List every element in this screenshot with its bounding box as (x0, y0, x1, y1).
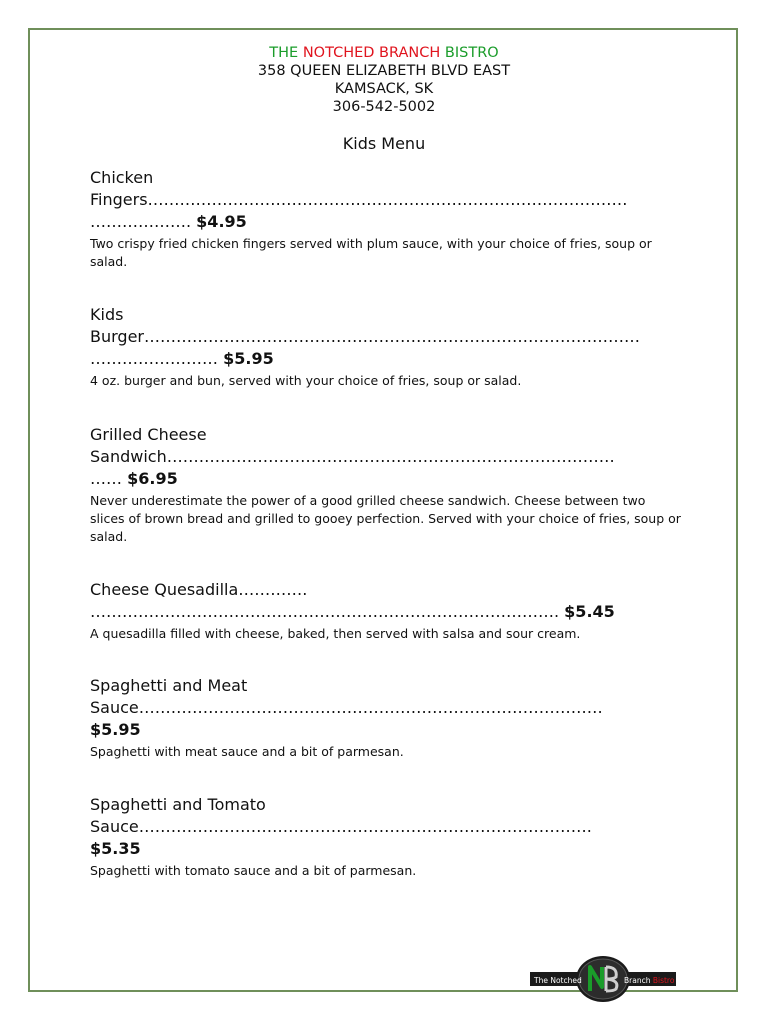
item-description: Spaghetti with meat sauce and a bit of parmesan. (90, 744, 404, 759)
bistro-logo (530, 955, 676, 1003)
item-name-line: Spaghetti and Tomato (90, 795, 266, 814)
item-price: $5.95 (223, 349, 274, 368)
brand-notched-branch: NOTCHED BRANCH (302, 45, 445, 61)
item-name-line: Fingers……………………………………………………………………………… (90, 190, 628, 209)
item-price: $5.35 (90, 839, 141, 858)
logo-text-right: Branch Bistro (624, 976, 675, 985)
menu-item (90, 167, 682, 271)
menu-item (90, 304, 682, 390)
item-name-line (90, 348, 682, 370)
menu-title: Kids Menu (342, 134, 426, 153)
address-line-2: KAMSACK, SK (334, 81, 434, 97)
header (0, 44, 768, 116)
phone-number: 306-542-5002 (332, 99, 436, 115)
item-price: $5.45 (564, 602, 615, 621)
menu-item (90, 794, 682, 880)
item-name-line: Sauce…………………………………………………………………………… (90, 698, 603, 717)
item-description: Spaghetti with tomato sauce and a bit of parmesan. (90, 863, 417, 878)
item-name-line: Grilled Cheese (90, 425, 207, 444)
item-description: 4 oz. burger and bun, served with your choice of fries, soup or salad. (90, 373, 522, 388)
brand-bistro: BISTRO (444, 45, 499, 61)
item-price: $5.95 (90, 720, 141, 739)
dot-leader: …………………… (90, 349, 224, 368)
item-name-line: Kids (90, 305, 124, 324)
item-name-line: Sauce…………………………………………………………………………. (90, 817, 592, 836)
item-name-line: Burger………………………………………………………………………………… (90, 327, 640, 346)
brand-the: THE (269, 45, 303, 61)
address-line-1: 358 QUEEN ELIZABETH BLVD EAST (257, 63, 511, 79)
item-description: Two crispy fried chicken fingers served with plum sauce, with your choice of fries, soup or salad. (90, 236, 652, 269)
item-name-line (90, 601, 682, 623)
item-description: A quesadilla filled with cheese, baked, then served with salsa and sour cream. (90, 626, 581, 641)
logo-text-left: The Notched (534, 976, 582, 985)
item-price: $4.95 (196, 212, 247, 231)
dot-leader: ……………………………………………………………………………. (90, 602, 565, 621)
menu-item (90, 579, 682, 643)
item-name-line: Chicken (90, 168, 154, 187)
item-name-line: Sandwich………………………………………………………………………… (90, 447, 615, 466)
dot-leader: ………………. (90, 212, 197, 231)
item-name-line (90, 468, 682, 490)
item-name-line (90, 211, 682, 233)
restaurant-name (0, 44, 768, 62)
menu-item (90, 424, 682, 546)
item-description: Never underestimate the power of a good grilled cheese sandwich. Cheese between two slices of brown bread and grilled to gooey perfection. Served with your choice of fries, soup or salad. (90, 493, 681, 544)
dot-leader: …… (90, 469, 128, 488)
item-name-line: Spaghetti and Meat (90, 676, 248, 695)
menu-item (90, 675, 682, 761)
item-price: $6.95 (127, 469, 178, 488)
item-name-line: Cheese Quesadilla…………. (90, 580, 308, 599)
